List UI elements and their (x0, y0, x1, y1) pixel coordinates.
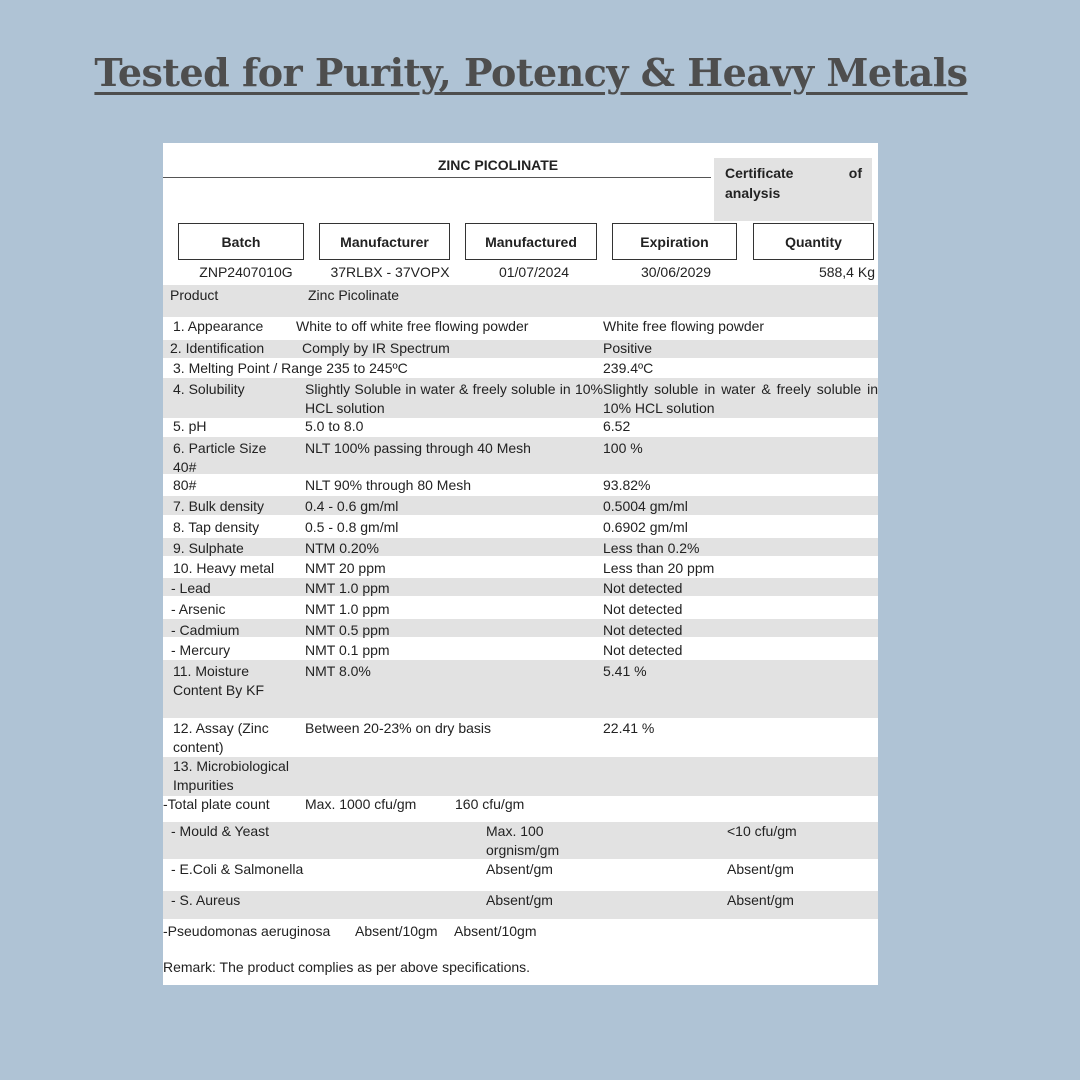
test-spec: 0.4 - 0.6 gm/ml (305, 498, 399, 514)
test-spec: NMT 0.5 ppm (305, 622, 390, 638)
test-spec: NMT 0.1 ppm (305, 642, 390, 658)
test-name: 9. Sulphate (173, 540, 244, 556)
row-band (163, 578, 878, 596)
test-name: - Mercury (171, 642, 231, 658)
test-name: - Mould & Yeast (171, 823, 270, 839)
test-name: - E.Coli & Salmonella (171, 861, 304, 877)
title-divider (163, 177, 711, 178)
test-name: - Lead (171, 580, 211, 596)
test-result: Absent/gm (727, 861, 794, 877)
certificate-label-of: of (848, 165, 862, 181)
test-name: 3. Melting Point / Range 235 to 245ºC (173, 360, 408, 376)
test-spec: Max. 1000 cfu/gm (305, 796, 417, 812)
product-label: Product (170, 287, 219, 303)
test-name: -Total plate count (163, 796, 270, 812)
test-name: 4. Solubility (173, 381, 245, 397)
test-spec: NTM 0.20% (305, 540, 379, 556)
test-name: 6. Particle Size 40# (173, 440, 267, 475)
test-name: 7. Bulk density (173, 498, 265, 514)
test-result: Absent/10gm (454, 923, 537, 939)
page-heading: Tested for Purity, Potency & Heavy Metals (94, 50, 968, 95)
test-result: <10 cfu/gm (727, 823, 797, 839)
product-title: ZINC PICOLINATE (437, 157, 559, 173)
test-spec: 0.5 - 0.8 gm/ml (305, 519, 399, 535)
test-spec: NMT 1.0 ppm (305, 601, 390, 617)
test-spec: White to off white free flowing powder (296, 318, 529, 334)
test-result: Positive (603, 340, 653, 356)
test-spec: Max. 100 orgnism/gm (486, 823, 560, 858)
row-band (163, 619, 878, 637)
test-result: Not detected (603, 642, 683, 658)
test-spec: NMT 1.0 ppm (305, 580, 390, 596)
test-name: 1. Appearance (173, 318, 264, 334)
test-name: - Arsenic (171, 601, 226, 617)
certificate-label-analysis: analysis (725, 185, 781, 201)
manufactured-value: 01/07/2024 (498, 264, 570, 280)
test-result: Slightly soluble in water & freely soluble in 10% HCL solution (603, 381, 878, 416)
test-spec: Comply by IR Spectrum (302, 340, 450, 356)
test-name: - S. Aureus (171, 892, 241, 908)
test-result: White free flowing powder (603, 318, 765, 334)
test-spec: Absent/gm (486, 892, 553, 908)
test-result: 100 % (603, 440, 643, 456)
test-result: Not detected (603, 580, 683, 596)
test-name: 11. Moisture Content By KF (173, 663, 265, 698)
test-result: Less than 0.2% (603, 540, 700, 556)
test-name: 80# (173, 477, 197, 493)
test-name: 5. pH (173, 418, 207, 434)
expiration-value: 30/06/2029 (640, 264, 712, 280)
quantity-value: 588,4 Kg (818, 264, 875, 280)
product-value: Zinc Picolinate (308, 287, 400, 303)
test-name: 8. Tap density (173, 519, 260, 535)
test-result: Not detected (603, 622, 683, 638)
test-result: Not detected (603, 601, 683, 617)
test-result: 0.5004 gm/ml (603, 498, 688, 514)
test-spec: NLT 90% through 80 Mesh (305, 477, 472, 493)
row-band (163, 340, 878, 358)
test-result: Absent/gm (727, 892, 794, 908)
certificate-label-word: Certificate (725, 165, 794, 181)
test-result: 22.41 % (603, 720, 655, 736)
batch-value: ZNP2407010G (199, 264, 293, 280)
manufacturer-header: Manufacturer (319, 223, 450, 260)
test-name: -Pseudomonas aeruginosa (163, 923, 331, 939)
test-result: 93.82% (603, 477, 651, 493)
batch-header: Batch (178, 223, 304, 260)
certificate-document (163, 143, 878, 985)
test-spec: Absent/10gm (355, 923, 438, 939)
expiration-header: Expiration (612, 223, 737, 260)
test-spec: NMT 20 ppm (305, 560, 386, 576)
remark-text: Remark: The product complies as per above specifications. (163, 959, 531, 975)
row-band (163, 538, 878, 556)
test-spec: NLT 100% passing through 40 Mesh (305, 440, 531, 456)
test-result: 5.41 % (603, 663, 647, 679)
test-result: Less than 20 ppm (603, 560, 715, 576)
quantity-header: Quantity (753, 223, 874, 260)
test-spec: Between 20-23% on dry basis (305, 720, 491, 736)
test-result: 160 cfu/gm (455, 796, 525, 812)
test-result: 6.52 (603, 418, 631, 434)
test-name: 10. Heavy metal (173, 560, 275, 576)
test-name: 13. Microbiological Impurities (173, 758, 289, 793)
manufactured-header: Manufactured (465, 223, 597, 260)
test-result: 0.6902 gm/ml (603, 519, 688, 535)
test-spec: 5.0 to 8.0 (305, 418, 364, 434)
test-result: 239.4ºC (603, 360, 654, 376)
certificate-label-box (714, 158, 872, 221)
test-name: 12. Assay (Zinc content) (173, 720, 269, 755)
row-band (163, 496, 878, 515)
row-band (163, 285, 878, 317)
test-spec: Slightly Soluble in water & freely soluble in 10% HCL solution (305, 381, 603, 416)
test-spec: Absent/gm (486, 861, 553, 877)
test-name: - Cadmium (171, 622, 240, 638)
test-spec: NMT 8.0% (305, 663, 371, 679)
test-name: 2. Identification (170, 340, 265, 356)
manufacturer-value: 37RLBX - 37VOPX (330, 264, 450, 280)
